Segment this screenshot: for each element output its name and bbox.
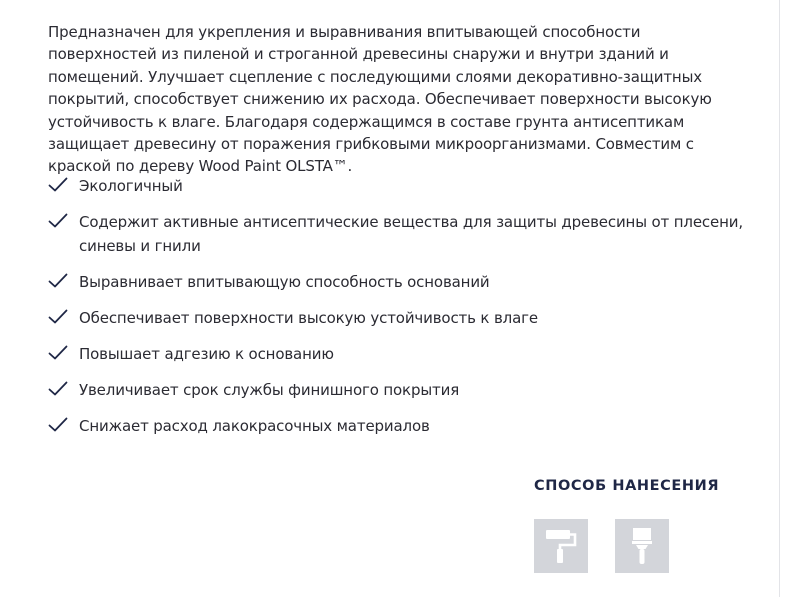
paint-brush-icon <box>627 526 657 566</box>
check-icon <box>48 213 68 229</box>
feature-label: Выравнивает впитывающую способность оснований <box>79 273 490 291</box>
feature-item <box>48 174 748 198</box>
feature-label: Увеличивает срок службы финишного покрытия <box>79 381 460 399</box>
feature-item <box>48 378 748 402</box>
check-icon <box>48 381 68 397</box>
product-description: Предназначен для укрепления и выравнивания впитывающей способности поверхностей из пиленой и строганной древесины снаружи и внутри зданий и помещений. Улучшает сцепление с последующими слоями декоративно-защитных покрытий, способствует снижению их расхода. Обеспечивает поверхности высокую устойчивость к влаге. Благодаря содержащимся в составе грунта антисептикам защищает древесину от поражения грибковыми микроорганизмами. Совместим с краской по дереву Wood Paint OLSTA™. <box>48 23 712 176</box>
features-list <box>48 174 748 450</box>
application-method-roller <box>534 519 588 573</box>
feature-label: Содержит активные антисептические вещества для защиты древесины от плесени, синевы и гнили <box>79 213 743 255</box>
check-icon <box>48 309 68 325</box>
application-method-title: СПОСОБ НАНЕСЕНИЯ <box>534 478 720 494</box>
paint-roller-icon <box>544 527 578 565</box>
check-icon <box>48 345 68 361</box>
check-icon <box>48 177 68 193</box>
check-icon <box>48 417 68 433</box>
feature-label: Экологичный <box>79 177 183 195</box>
feature-label: Снижает расход лакокрасочных материалов <box>79 417 430 435</box>
check-icon <box>48 273 68 289</box>
feature-label: Повышает адгезию к основанию <box>79 345 334 363</box>
feature-item <box>48 342 748 366</box>
feature-item <box>48 210 748 258</box>
feature-item <box>48 306 748 330</box>
feature-item <box>48 270 748 294</box>
feature-label: Обеспечивает поверхности высокую устойчивость к влаге <box>79 309 538 327</box>
application-method-brush <box>615 519 669 573</box>
feature-item <box>48 414 748 438</box>
